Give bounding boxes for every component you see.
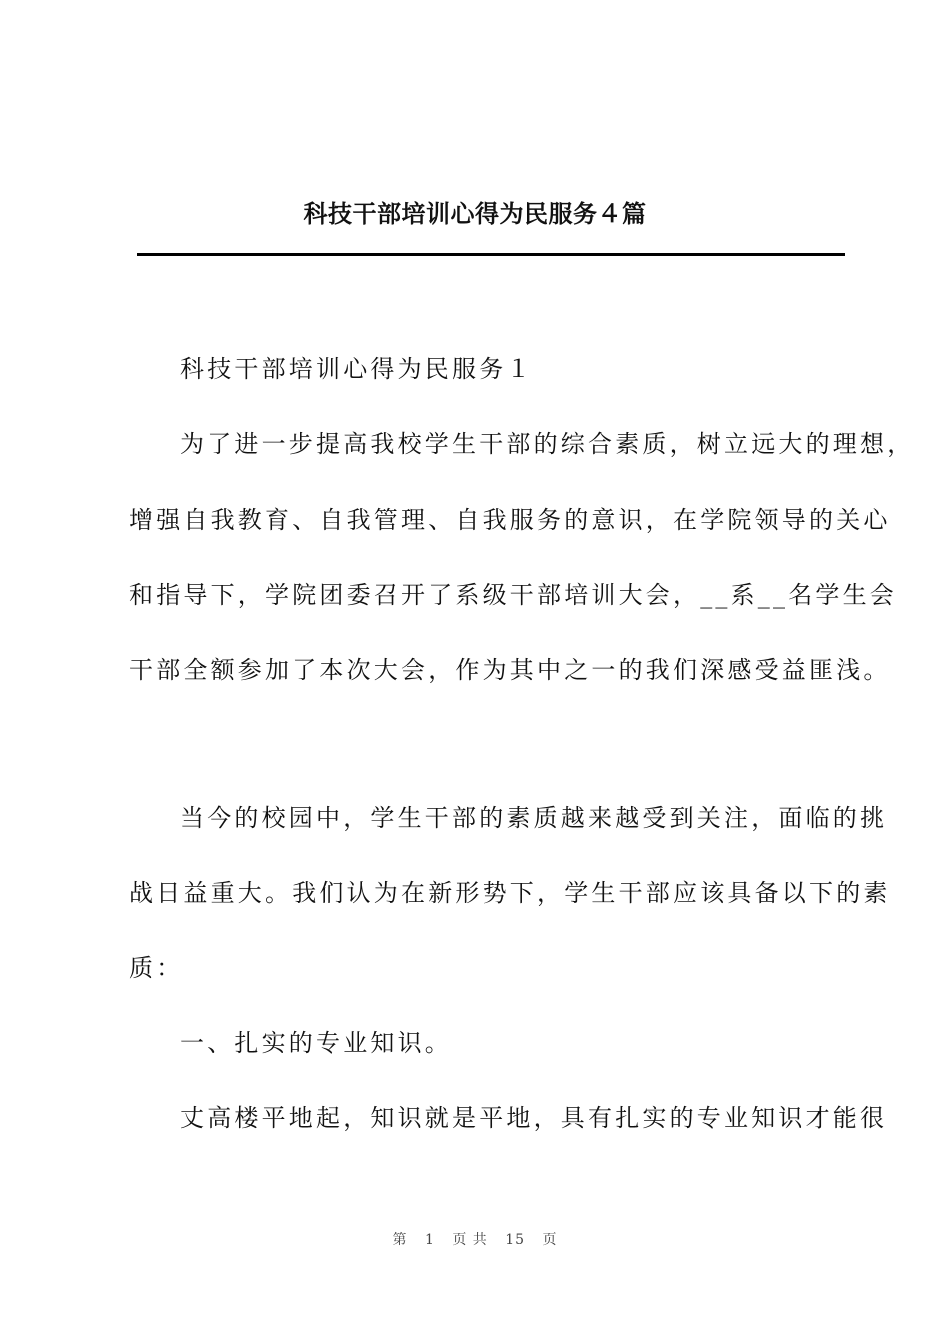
paragraph-line: 和指导下，学院团委召开了系级干部培训大会，__系__名学生会 [129, 581, 897, 609]
footer-suffix: 页 [542, 1232, 558, 1248]
footer-prefix: 第 [392, 1232, 408, 1248]
paragraph-line: 为了进一步提高我校学生干部的综合素质，树立远大的理想， [180, 430, 915, 458]
page-footer [0, 1229, 950, 1249]
paragraph-line: 当今的校园中，学生干部的素质越来越受到关注，面临的挑 [180, 804, 888, 832]
paragraph-line: 干部全额参加了本次大会，作为其中之一的我们深感受益匪浅。 [129, 656, 891, 684]
paragraph-line: 增强自我教育、自我管理、自我服务的意识，在学院领导的关心 [129, 506, 891, 534]
subheading: 一、扎实的专业知识。 [180, 1029, 452, 1057]
title-underline [137, 253, 845, 256]
paragraph-line: 丈高楼平地起，知识就是平地，具有扎实的专业知识才能很 [180, 1104, 888, 1132]
footer-mid: 页 共 [452, 1232, 488, 1248]
footer-current-page: 1 [424, 1232, 435, 1248]
document-title: 科技干部培训心得为民服务４篇 [303, 199, 647, 228]
paragraph-line: 质： [129, 954, 184, 982]
section-heading: 科技干部培训心得为民服务１ [180, 355, 534, 383]
paragraph-line: 战日益重大。我们认为在新形势下，学生干部应该具备以下的素 [129, 879, 891, 907]
footer-total-pages: 15 [505, 1232, 526, 1248]
